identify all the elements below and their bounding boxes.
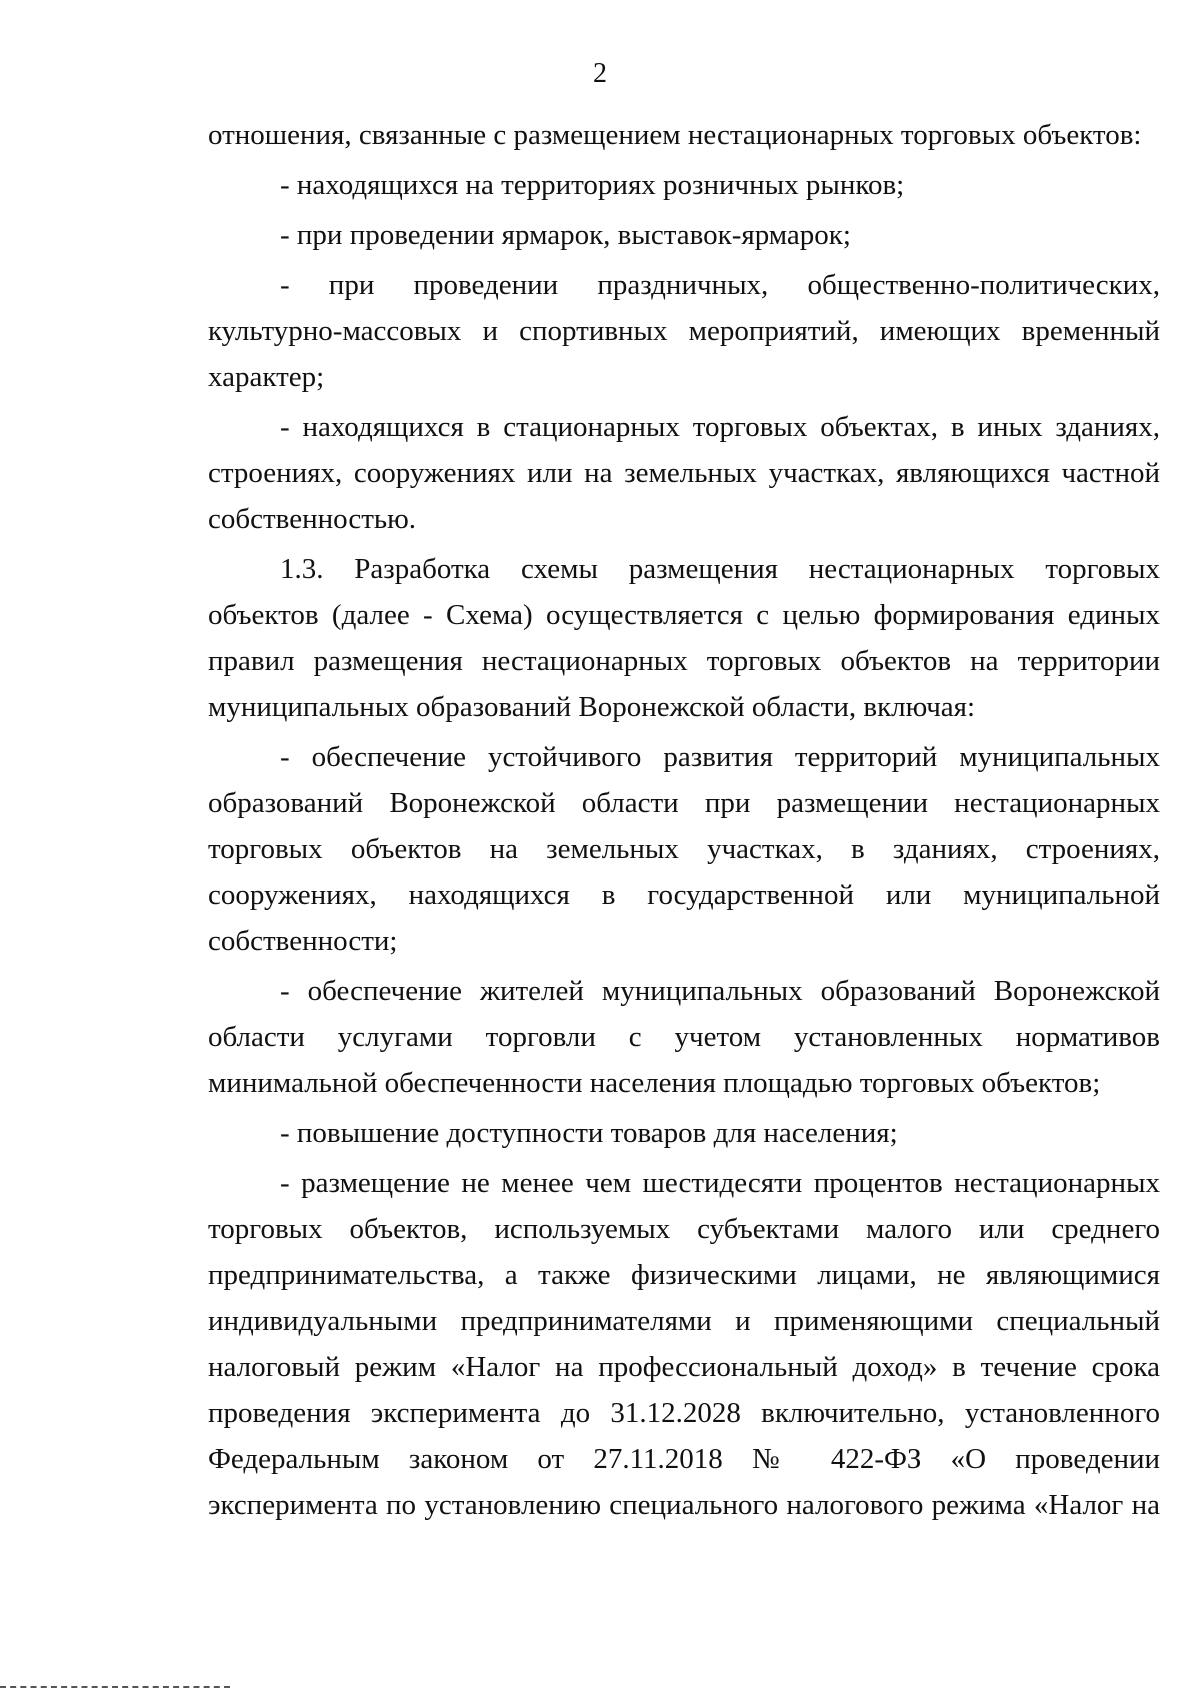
list-item-private-property: - находящихся в стационарных торговых объектах, в иных зданиях, строениях, сооружениях или на земельных участках, являющихся частной собственностью. (208, 411, 1160, 535)
list-item-sixty-percent: - размещение не менее чем шестидесяти процентов нестационарных торговых объектов, используемых субъектами малого или среднего предпринимательства, а также физическими лицами, не являющимися индивидуальными предпринимателями и применяющими специальный налоговый режим «Налог на профессиональный доход» в течение срока проведения эксперимента до 31.12.2028 включительно, установленного Федеральным законом от 27.11.2018 № 422-ФЗ «О проведении эксперимента по установлению специального налогового режима «Налог на (208, 1167, 1160, 1521)
footer-divider (0, 1686, 230, 1688)
page-number: 2 (593, 58, 607, 89)
list-item-retail-markets: - находящихся на территориях розничных рынков; (280, 169, 905, 201)
document-body (208, 112, 1160, 1532)
list-item-goods-availability: - повышение доступности товаров для населения; (280, 1117, 898, 1149)
paragraph-1-3: 1.3. Разработка схемы размещения нестационарных торговых объектов (далее - Схема) осуществляется с целью формирования единых правил размещения нестационарных торговых объектов на территории муниципальных образований Воронежской области, включая: (208, 553, 1160, 723)
paragraph-continuation: отношения, связанные с размещением нестационарных торговых объектов: (208, 119, 1142, 151)
list-item-events: - при проведении праздничных, общественно-политических, культурно-массовых и спортивных мероприятий, имеющих временный характер; (208, 269, 1160, 393)
list-item-trade-services: - обеспечение жителей муниципальных образований Воронежской области услугами торговли с учетом установленных нормативов минимальной обеспеченности населения площадью торговых объектов; (208, 975, 1160, 1099)
list-item-fairs: - при проведении ярмарок, выставок-ярмарок; (280, 219, 851, 251)
list-item-sustainable-development: - обеспечение устойчивого развития территорий муниципальных образований Воронежской области при размещении нестационарных торговых объектов на земельных участках, в зданиях, строениях, сооружениях, находящихся в государственной или муниципальной собственности; (208, 741, 1160, 957)
